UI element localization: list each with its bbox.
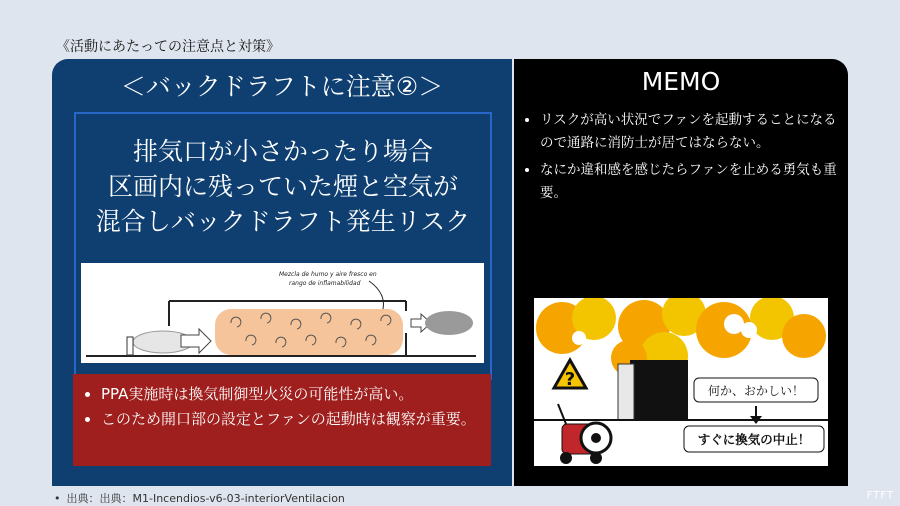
- open-door: [618, 364, 634, 420]
- watermark: FTFT: [866, 490, 894, 501]
- diagram-label-1: Mezcla de humo y aire fresco en: [279, 271, 377, 278]
- memo-item: • なにか違和感を感じたらファンを止める勇気も重要。: [540, 159, 840, 205]
- key-message: [76, 134, 490, 239]
- exhaust-smoke: [425, 311, 473, 335]
- memo-title: MEMO: [641, 67, 721, 96]
- memo-list: [522, 109, 840, 209]
- smoke-mixture: [215, 309, 403, 355]
- caution-box: [73, 374, 491, 466]
- caution-item: • PPA実施時は換気制御型火災の可能性が高い。: [101, 382, 481, 407]
- source-note: [54, 490, 345, 506]
- caution-list: [73, 374, 491, 432]
- doorway: [630, 360, 688, 420]
- key-line-3: 混合しバックドラフト発生リスク: [95, 207, 471, 236]
- diagram-pointer: [369, 281, 383, 309]
- bubble-text-1: 何か、おかしい！: [707, 384, 805, 398]
- ppv-fan-icon: [558, 404, 611, 464]
- backdraft-diagram: [81, 263, 484, 363]
- panel-title: ＜バックドラフトに注意②＞: [120, 72, 444, 101]
- fan-icon: [127, 337, 133, 355]
- diagram-label-2: rango de inflamabilidad: [289, 280, 361, 287]
- source-text: 出典：出典：M1-Incendios-v6-03-interiorVentilacion: [66, 492, 345, 505]
- bullet-icon: •: [54, 492, 61, 505]
- warning-mark: ?: [564, 369, 576, 390]
- key-line-2: 区画内に残っていた煙と空気が: [107, 172, 458, 201]
- key-line-1: 排気口が小さかったり場合: [132, 137, 433, 166]
- caution-item: • このため開口部の設定とファンの起動時は観察が重要。: [101, 407, 481, 432]
- bubble-text-2: すぐに換気の中止！: [697, 432, 811, 447]
- stop-ventilation-illustration: [534, 298, 828, 466]
- memo-item: • リスクが高い状況でファンを起動することになるので通路に消防士が居てはならない。: [540, 109, 840, 155]
- page-header: 《活動にあたっての注意点と対策》: [56, 39, 280, 55]
